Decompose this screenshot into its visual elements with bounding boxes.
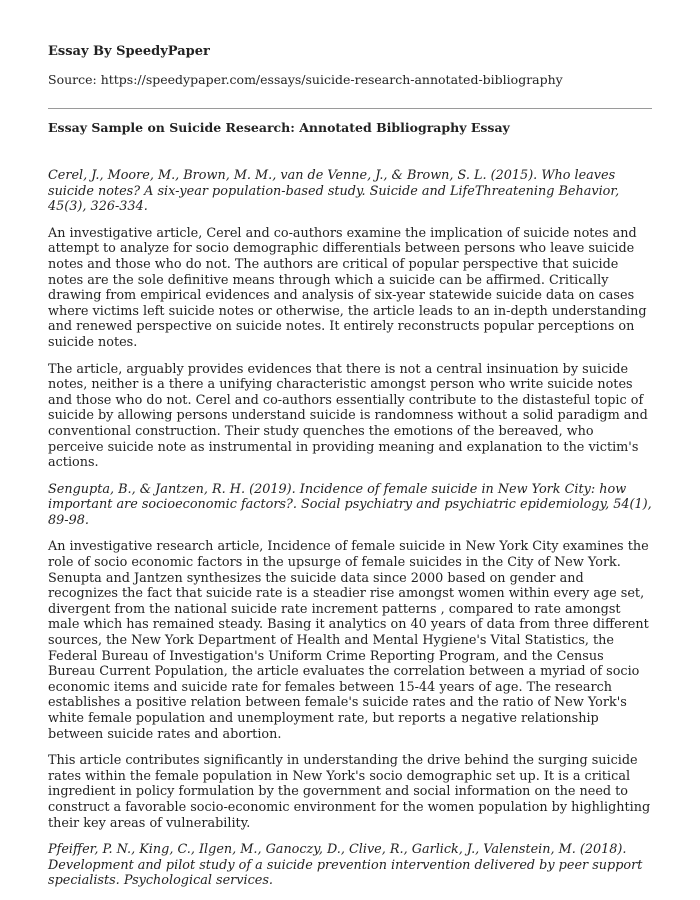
essay-author-heading: Essay By SpeedyPaper <box>48 44 210 59</box>
citation-pfeiffer: Pfeiffer, P. N., King, C., Ilgen, M., Ganoczy, D., Clive, R., Garlick, J., Valenstein, M. (2018). Development and pilot study of a suicide prevention intervention delivered by peer support specialists. Psychological services. <box>48 842 643 889</box>
citation-cerel: Cerel, J., Moore, M., Brown, M. M., van de Venne, J., & Brown, S. L. (2015). Who leaves suicide notes? A six-year population-based study. Suicide and LifeThreatening Behavior, 45(3), 326-334. <box>48 168 620 215</box>
essay-body <box>48 168 652 900</box>
paragraph-sengupta-summary: An investigative research article, Incidence of female suicide in New York City examines the role of socio economic factors in the upsurge of female suicides in the City of New York. Senupta and Jantzen synthesizes the suicide data since 2000 based on gender and recognizes the fact that suicide rate is a steadier rise amongst women within every age set, divergent from the national suicide rate increment patterns , compared to rate amongst male which has remained steady. Basing it analytics on 40 years of data from three different sources, the New York Department of Health and Mental Hygiene's Vital Statistics, the Federal Bureau of Investigation's Uniform Crime Reporting Program, and the Census Bureau Current Population, the article evaluates the correlation between a myriad of socio economic items and suicide rate for females between 15-44 years of age. The research establishes a positive relation between female's suicide rates and the ratio of New York's white female population and unemployment rate, but reports a negative relationship between suicide rates and abortion. <box>48 539 649 742</box>
essay-title: Essay Sample on Suicide Research: Annotated Bibliography Essay <box>48 120 510 135</box>
citation-sengupta: Sengupta, B., & Jantzen, R. H. (2019). Incidence of female suicide in New York City: how important are socioeconomic factors?. Social psychiatry and psychiatric epidemiology, 54(1), 89-98. <box>48 481 652 528</box>
header-divider <box>48 108 652 109</box>
source-url: Source: https://speedypaper.com/essays/suicide-research-annotated-bibliography <box>48 72 563 87</box>
paragraph-cerel-evaluation: The article, arguably provides evidences that there is not a central insinuation by suicide notes, neither is a there a unifying characteristic amongst person who write suicide notes and those who do not. Cerel and co-authors essentially contribute to the distasteful topic of suicide by allowing persons understand suicide is randomness without a solid paradigm and conventional construction. Their study quenches the emotions of the bereaved, who perceive suicide note as instrumental in providing meaning and explanation to the victim's actions. <box>48 361 648 471</box>
paragraph-sengupta-evaluation: This article contributes significantly in understanding the drive behind the surging suicide rates within the female population in New York's socio demographic set up. It is a critical ingredient in policy formulation by the government and social information on the need to construct a favorable socio-economic environment for the women population by highlighting their key areas of vulnerability. <box>48 753 651 831</box>
paragraph-cerel-summary: An investigative article, Cerel and co-authors examine the implication of suicide notes and attempt to analyze for socio demographic differentials between persons who leave suicide notes and those who do not. The authors are critical of popular perspective that suicide notes are the sole definitive means through which a suicide can be affirmed. Critically drawing from empirical evidences and analysis of six-year statewide suicide data on cases where victims left suicide notes or otherwise, the article leads to an in-depth understanding and renewed perspective on suicide notes. It entirely reconstructs popular perceptions on suicide notes. <box>48 225 647 350</box>
